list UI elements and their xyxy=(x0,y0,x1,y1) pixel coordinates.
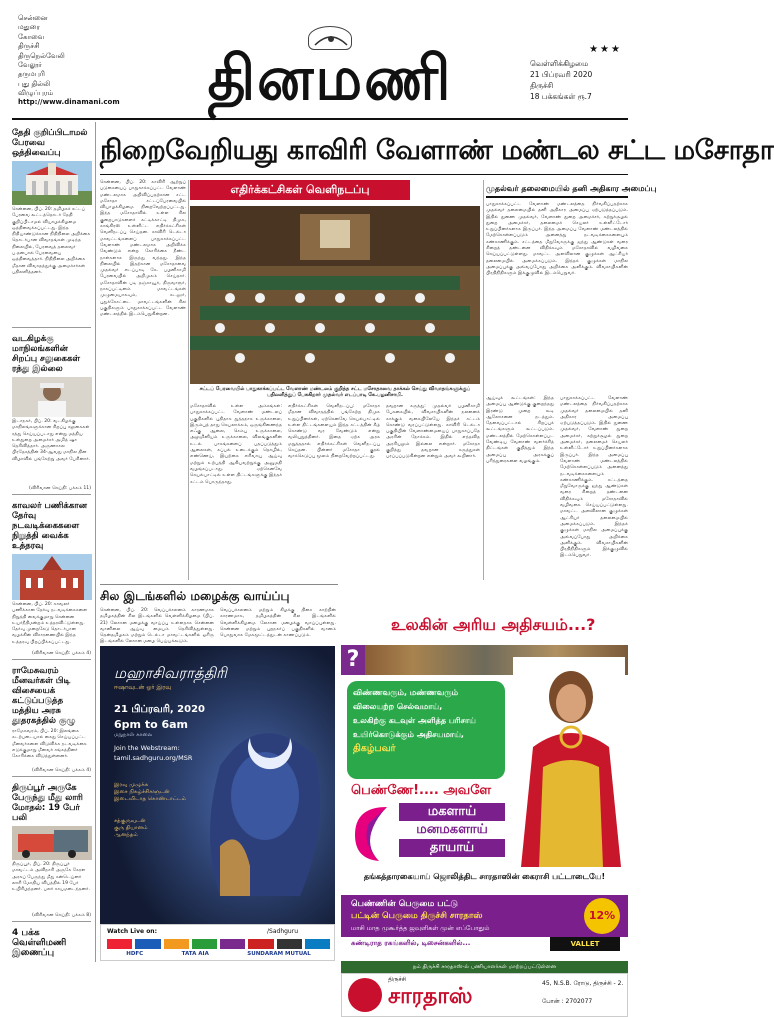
ad-note: சத்குருவுடன் xyxy=(114,818,146,824)
edition: திருநெல்வேலி xyxy=(18,51,65,60)
divider xyxy=(12,494,91,495)
channel-logos xyxy=(107,939,330,949)
photo-caption: சட்டப் பேரவையில் பாதுகாக்கப்பட்ட வேளாண் மண்டலம் குறித்த சட்ட மசோதாவை தாக்கல் செய்து விவாதங்களுக்குப் பதிலளித்துப் பேசுகிறார் முதல்வர் எடப்பாடி கே.பழனிசாமி. xyxy=(199,386,471,399)
weather-col2: வெப்பச்சலனம் மற்றும் கிழக்கு திசை காற்றின் காரணமாக, தமிழகத்தின் சில இடங்களில் வெள்ளிக்கிழமை லேசான மழைக்கு வாய்ப்புள்ளது. சென்னை மற்றும் புறநகர்ப் பகுதிகளில் வானம் பொதுவாக மேகமூட்டத்துடன் காணப்படும். xyxy=(220,608,336,639)
weather-headline[interactable]: சில இடங்களில் மழைக்கு வாய்ப்பு xyxy=(100,589,290,603)
ad-note: இடைவிடாத கொண்டாட்டம் xyxy=(114,796,186,802)
edition-stars: ★★★ xyxy=(589,44,622,55)
channel-logo xyxy=(220,939,245,949)
green-line: விலையற்ற செல்வமாய், xyxy=(353,702,443,711)
pride-line: பெண்ணின் பெருமை பட்டு xyxy=(351,899,458,909)
edition: திருச்சி xyxy=(18,42,40,51)
social-handle[interactable]: /Sadhguru xyxy=(267,928,298,935)
brief-body: சென்னை, பிப். 20: தமிழகச் சட்டப் பேரவை கூட்டத்தொடர் தேதி குறிப்பிடாமல் வியாழக்கிழமை ஒத்திவைக்கப்பட்டது. இந்த நிதியாண்டுக்கான நிதிநிலை அறிக்கை தொடர்பான விவாதங்கள் முடிந்த நிலையில், பேரவைத் தலைவர் ப.தனபால் பேரவையை ஒத்திவைத்தார். நிதிநிலை அறிக்கை மீதான விவாதத்துக்கு அமைச்சர்கள் பதிலளித்தனர். xyxy=(12,207,91,275)
logo-text: தினமணி xyxy=(207,42,453,114)
ad-note: இரவு முழுக்க xyxy=(114,782,149,788)
edition: மதுரை xyxy=(18,23,40,32)
column-rule xyxy=(483,180,484,580)
role: மனமகளாய் xyxy=(416,822,488,837)
divider xyxy=(12,659,91,660)
coupon-badge xyxy=(550,937,620,951)
dateline xyxy=(530,58,622,102)
ad-subtitle: ஈஷாவுடன் ஓர் இரவு xyxy=(114,684,172,691)
gold-line: தங்கத்தாரகையாய் ஜொலித்திட சாரதாஸின் கைராசி பட்டாடையே! xyxy=(363,872,606,881)
woman-line: பெண்ணே!.... அவளே xyxy=(351,783,492,798)
ad-tagline-box xyxy=(341,609,628,645)
day: வெள்ளிக்கிழமை xyxy=(530,59,589,68)
edition: சென்னை xyxy=(18,14,48,22)
green-text-box xyxy=(347,681,505,779)
brief-headline[interactable]: தேதி குறிப்பிடாமல் பேரவை ஒத்திவைப்பு xyxy=(12,128,88,158)
brief-headline[interactable]: ராமேசுவரம் மீனவர்கள் பிடி விசையைக் கட்டுப்படுத்த மத்திய அரசு தூதரகத்தில் குழு xyxy=(12,666,76,726)
channel-logo xyxy=(305,939,330,949)
side-story-headline[interactable]: முதல்வர் தலைமையில் தனி அதிகார அமைப்பு xyxy=(486,180,628,198)
brief-body: ராமேசுவரம், பிப். 20: இலங்கை கடற்படையால் கைது செய்யப்பட்ட மீனவர்களை விடுவிக்க நடவடிக்கை எடுக்குமாறு மீனவர் சங்கத்தினர் கோரிக்கை விடுத்துள்ளனர். xyxy=(12,729,87,760)
accident-photo xyxy=(12,826,92,860)
brand-phone: போன் : 2702077 xyxy=(542,998,593,1005)
divider xyxy=(12,776,91,777)
brief-body: திருப்பூர், பிப். 20: திருப்பூர் மாவட்டம் அவிநாசி அருகே கேரள அரசுப் பேருந்து மீது கன்டெய்னர் லாரி மோதிய விபத்தில் 19 பேர் உயிரிழந்தனர். பலர் காயமடைந்தனர். xyxy=(12,862,90,893)
sponsor: SUNDARAM MUTUAL xyxy=(247,951,311,957)
bride-photo xyxy=(513,657,625,867)
pages-price: 18 பக்கங்கள் ரூ.7 xyxy=(530,92,592,101)
role: தாயாய் xyxy=(399,839,505,857)
masthead-rule xyxy=(12,118,628,120)
saradhas-footer xyxy=(341,973,628,1017)
assembly-building-photo xyxy=(12,161,92,205)
editions-list xyxy=(18,14,65,99)
lead-subhead: எதிர்க்கட்சிகள் வெளிநடப்பு xyxy=(190,180,410,200)
edition: தருமபுரி xyxy=(18,70,45,79)
more-link[interactable]: (விரிவான செய்தி: பக்கம் 4) xyxy=(31,768,91,773)
edition: விழுப்புரம் xyxy=(18,89,54,98)
ad-date: 21 பிப்ரவரி, 2020 xyxy=(114,704,206,715)
left-news-column xyxy=(12,122,96,962)
brand-logo-icon xyxy=(348,978,382,1012)
weather-col1: சென்னை, பிப். 20: வெப்பச்சலனம் காரணமாக தமிழகத்தின் சில இடங்களில் வெள்ளிக்கிழமை (பிப். 21) லேசான மழைக்கு வாய்ப்பு உள்ளதாக சென்னை வானிலை ஆய்வு மையம் தெரிவித்துள்ளது. தென்தமிழகம் மற்றும் டெல்டா மாவட்டங்களில் ஓரிரு இடங்களில் லேசான மழை பெய்யக்கூடும். xyxy=(100,608,214,645)
brief-body: இடாநகர், பிப். 20: வடகிழக்கு மாநிலங்களுக்கான சிறப்பு சலுகைகள் ரத்து செய்யப்படாது என்று மத்திய உள்துறை அமைச்சர் அமித் ஷா தெரிவித்தார். அருணாசல பிரதேசத்தின் 34-ஆவது மாநில தின விழாவில் பங்கேற்று அவர் பேசினார். xyxy=(12,419,91,462)
brand-address: 45, N.S.B. ரோடு, திருச்சி - 2. xyxy=(542,980,624,987)
roles-list xyxy=(399,803,505,857)
saradhas-bar: நம் திருச்சி சாரதாஸ்-ல் பணியாளர்கள் மாற்றப்பட்டுள்ளன xyxy=(341,961,628,973)
brief-headline[interactable]: காவலர் பணிக்கான தேர்வு நடவடிக்கைகளை நிறுத்தி வைக்க உத்தரவு xyxy=(12,501,87,551)
channel-logo xyxy=(107,939,132,949)
supplement-notice[interactable]: 4 பக்க வெள்ளிமணி இணைப்பு xyxy=(12,928,67,958)
ad-time: 6pm to 6am xyxy=(114,718,189,731)
channel-logo xyxy=(277,939,302,949)
sponsor-row xyxy=(107,951,330,957)
side-story-col3: பாதுகாக்கப்பட்ட வேளாண் மண்டலத்தை நிர்வகிப்பதற்காக முதல்வர் தலைமையில் தனி அதிகார அமைப்பு ஏற்படுத்தப்படும். இதில் துணை முதல்வர், வேளாண் துறை அமைச்சர், சுற்றுச்சூழல் துறை அமைச்சர், தலைமைச் செயலர் உள்ளிட்டோர் உறுப்பினர்களாக இருப்பர். இந்த அமைப்பு வேளாண் மண்டலத்தில் மேற்கொள்ளப்படும் அனைத்து நடவடிக்கைகளையும் கண்காணிக்கும். சட்டத்தை மீறுவோருக்கு ஐந்து ஆண்டுகள் வரை சிறைத் தண்டனை விதிக்கவும் மசோதாவில் வழிவகை செய்யப்பட்டுள்ளது. மாவட்ட அளவிலான குழுக்கள் ஆட்சியர் தலைமையில் அமைக்கப்படும். இந்தக் குழுக்கள் மாநில அமைப்புக்கு அவ்வப்போது அறிக்கை அளிக்கும். விவசாயிகளின் பிரதிநிதிகளும் இக்குழுவில் இடம்பெறுவர். xyxy=(560,396,628,559)
masthead xyxy=(0,0,640,120)
edition: கோவை xyxy=(18,32,45,41)
green-line: திகழ்பவர் xyxy=(353,743,396,754)
edition: வேலூர் xyxy=(18,61,42,70)
sponsor: HDFC xyxy=(126,951,144,957)
website-url[interactable]: http://www.dinamani.com xyxy=(18,98,120,106)
lead-story-col2: மசோதாவில் உள்ள அம்சங்கள்: பாதுகாக்கப்பட்ட வேளாண் மண்டலப் பகுதிகளில் புதிதாக துத்தநாக உருக்காலை, இரும்புத் தாது செயலாக்கம், ஒருங்கிணைந்த எஃகு ஆலை, செம்பு உருக்காலை, அலுமினியம் உருக்காலை, விலங்குகளின் உடல் பாகங்களைப் பதப்படுத்தும் ஆலைகள், கப்பல் உடைக்கும் தொழில், எண்ணெய், இயற்கை எரிவாயு ஆய்வு மற்றும் உற்பத்தி ஆகியவற்றுக்கு அனுமதி வழங்கப்படாது. ஏற்கெனவே செயல்பாட்டில் உள்ள திட்டங்களுக்கு இந்தச் சட்டம் பொருந்தாது. xyxy=(190,404,282,485)
ad-webstream-link[interactable]: tamil.sadhguru.org/MSR xyxy=(114,754,193,762)
divider xyxy=(12,921,91,922)
more-link[interactable]: (விரிவான செய்தி: பக்கம் 4) xyxy=(31,651,91,656)
brand-sub: திருச்சி xyxy=(388,976,407,983)
headline-rule xyxy=(100,174,628,175)
city: திருச்சி xyxy=(530,81,554,90)
section-rule xyxy=(100,584,338,585)
channel-logo xyxy=(248,939,273,949)
column-rule xyxy=(188,180,189,580)
side-story-body: பாதுகாக்கப்பட்ட வேளாண் மண்டலத்தை நிர்வகிப்பதற்காக முதல்வர் தலைமையில் தனி அதிகார அமைப்பு ஏற்படுத்தப்படும். இதில் துணை முதல்வர், வேளாண் துறை அமைச்சர், சுற்றுச்சூழல் துறை அமைச்சர், தலைமைச் செயலர் உள்ளிட்டோர் உறுப்பினர்களாக இருப்பர். இந்த அமைப்பு வேளாண் மண்டலத்தில் மேற்கொள்ளப்படும் அனைத்து நடவடிக்கைகளையும் கண்காணிக்கும். சட்டத்தை மீறுவோருக்கு ஐந்து ஆண்டுகள் வரை சிறைத் தண்டனை விதிக்கவும் மசோதாவில் வழிவகை செய்யப்பட்டுள்ளது. மாவட்ட அளவிலான குழுக்கள் ஆட்சியர் தலைமையில் அமைக்கப்படும். இந்தக் குழுக்கள் மாநில அமைப்புக்கு அவ்வப்போது அறிக்கை அளிக்கும். விவசாயிகளின் பிரதிநிதிகளும் இக்குழுவில் இடம்பெறுவர். xyxy=(486,202,628,277)
green-line: உலகிற்கு கடவுள் அளித்த பரிசாய் xyxy=(353,716,477,725)
minister-photo xyxy=(12,377,92,417)
brand-name: சாரதாஸ் xyxy=(388,984,473,1009)
ad-notes xyxy=(114,782,186,803)
date: 21 பிப்ரவரி 2020 xyxy=(530,70,593,79)
role: மகளாய் xyxy=(399,803,505,821)
newspaper-logo xyxy=(180,26,480,114)
offer-badge: 12% xyxy=(584,898,620,934)
coupon-name: VALLET xyxy=(570,940,600,948)
ad-time-note: மறுநாள் காலை xyxy=(114,732,153,738)
green-line: விண்ணவரும், மண்ணவரும் xyxy=(353,688,459,697)
pride-line-2: பட்டின் பெருமை திருச்சி சாரதாஸ் xyxy=(351,911,483,921)
high-court-photo xyxy=(12,554,92,600)
lead-story-col3: எதிர்க்கட்சிகள் வெளிநடப்பு: மசோதா மீதான விவாதத்தில் பங்கேற்ற திமுக உறுப்பினர்கள், ஏற்கெனவே செயல்பாட்டில் உள்ள திட்டங்களையும் இந்த சட்டத்தின் கீழ் கொண்டு வர வேண்டும் என்று வலியுறுத்தினர். இதை ஏற்க அரசு மறுத்ததால் எதிர்க்கட்சிகள் வெளிநடப்பு செய்தன. பின்னர் மசோதா குரல் வாக்கெடுப்பு மூலம் நிறைவேற்றப்பட்டது. xyxy=(288,404,380,460)
ad-notes-2 xyxy=(114,818,148,839)
more-link[interactable]: (விரிவான செய்தி: பக்கம் 8) xyxy=(31,913,91,918)
sponsor: TATA AIA xyxy=(181,951,209,957)
more-link[interactable]: (விரிவான செய்தி: பக்கம் 11) xyxy=(29,486,91,491)
watch-live-label: Watch Live on: xyxy=(107,928,157,935)
divider xyxy=(12,327,91,328)
lead-headline[interactable]: நிறைவேறியது காவிரி வேளாண் மண்டல சட்ட மசோதா xyxy=(100,135,774,166)
lead-story-col1: சென்னை, பிப். 20: காவிரி ஆற்றுப் படுகையைப் பாதுகாக்கப்பட்ட வேளாண் மண்டலமாக அறிவிப்பதற்கான சட்ட மசோதா சட்டப்பேரவையில் வியாழக்கிழமை நிறைவேற்றப்பட்டது. இந்த மசோதாவில் உள்ள சில குறைபாடுகளைச் சுட்டிக்காட்டி திமுக, காங்கிரஸ் உள்ளிட்ட எதிர்க்கட்சிகள் வெளிநடப்பு செய்தன. காவிரி டெல்டா மாவட்டங்களைப் பாதுகாக்கப்பட்ட வேளாண் மண்டலமாக அறிவிக்க வேண்டும் என்ற கோரிக்கை நீண்ட நாள்களாக இருந்து வந்தது. இந்த நிலையில் இதற்கான மசோதாவை முதல்வர் எடப்பாடி கே. பழனிசாமி பேரவையில் அறிமுகம் செய்தார். மசோதாவின் படி தஞ்சாவூர், திருவாரூர், நாகப்பட்டினம் மாவட்டங்கள் முழுமையாகவும், கடலூர், புதுக்கோட்டை மாவட்டங்களின் சில பகுதிகளும் பாதுகாக்கப்பட்ட வேளாண் மண்டலத்தில் இடம்பெறுகின்றன. xyxy=(100,180,186,318)
mahashivratri-ad[interactable] xyxy=(100,646,335,961)
ad-tagline: உலகின் அரிய அதிசயம்...? xyxy=(391,615,596,634)
assembly-photo xyxy=(190,206,480,384)
side-story-col2: ஆய்வுக் கூட்டங்கள்: இந்த அமைப்பு ஆண்டுக்கு குறைந்தது இரண்டு முறை கூடி ஆலோசனை நடத்தும். தேவைப்பட்டால் சிறப்புக் கூட்டங்களும் கூட்டப்படும். மண்டலத்தில் மேற்கொள்ளப்பட வேண்டிய வேளாண் வளர்ச்சித் திட்டங்கள் குறித்தும் இந்த அமைப்பு அரசுக்குப் பரிந்துரைகளை வழங்கும். xyxy=(486,396,554,464)
ad-webstream: Join the Webstream: xyxy=(114,744,180,752)
channel-logo xyxy=(135,939,160,949)
green-line: உயிர்கொடுக்கும் அதிசயமாய், xyxy=(353,730,464,739)
masi-line-2: கண்டிராத ரகங்களில், டிசைன்களில்... xyxy=(351,939,471,947)
masi-line: மாசி மாத முகூர்த்த ஜவுளிகள் முன் எப்போதும் xyxy=(351,924,490,932)
question-icon: ? xyxy=(341,645,365,675)
ad-note: இசை நிகழ்ச்சிகளுடன் xyxy=(114,789,170,795)
pride-banner xyxy=(341,895,628,937)
channel-logo xyxy=(192,939,217,949)
saradhas-ad[interactable] xyxy=(341,609,628,961)
woman-face-icon xyxy=(349,803,393,863)
brief-body: சென்னை, பிப். 20: காவலர் பணிக்கான தேர்வு நடவடிக்கைகளை நிறுத்தி வைக்குமாறு சென்னை உயர்நீதிமன்றம் உத்தரவிட்டுள்ளது. தேர்வு முறைகேடு தொடர்பான வழக்கின் விசாரணையில் இந்த உத்தரவு பிறப்பிக்கப்பட்டது. xyxy=(12,602,88,645)
edition: புது தில்லி xyxy=(18,79,51,88)
ad-note: ஆனந்தம் xyxy=(114,832,138,838)
channel-logo xyxy=(164,939,189,949)
ad-note: குரு தியானம் xyxy=(114,825,148,831)
brief-headline[interactable]: திருப்பூர் அருகே பேருந்து மீது லாரி மோதல்: 19 பேர் பலி xyxy=(12,783,83,823)
watch-live-strip xyxy=(100,924,335,961)
lead-story-col4: தவறான கருத்து: முதல்வர் பழனிசாமி பேசுகையில், விவசாயிகளின் நலனைக் காக்கும் வகையிலேயே இந்தச் சட்டம் கொண்டு வரப்பட்டுள்ளது. காவிரி டெல்டா பகுதியின் வேளாண்மையைப் பாதுகாப்பதே அரசின் நோக்கம். இதில் எந்தவித அரசியலும் இல்லை என்றார். மசோதா குறித்து தவறான கருத்துகள் பரப்பப்படுகின்றன என்றும் அவர் கூறினார். xyxy=(386,404,480,460)
brief-headline[interactable]: வடகிழக்கு மாநிலங்களின் சிறப்பு சலுகைகள் ரத்து இல்லை xyxy=(12,334,81,374)
ad-title: மஹாசிவராத்திரி xyxy=(114,664,227,682)
